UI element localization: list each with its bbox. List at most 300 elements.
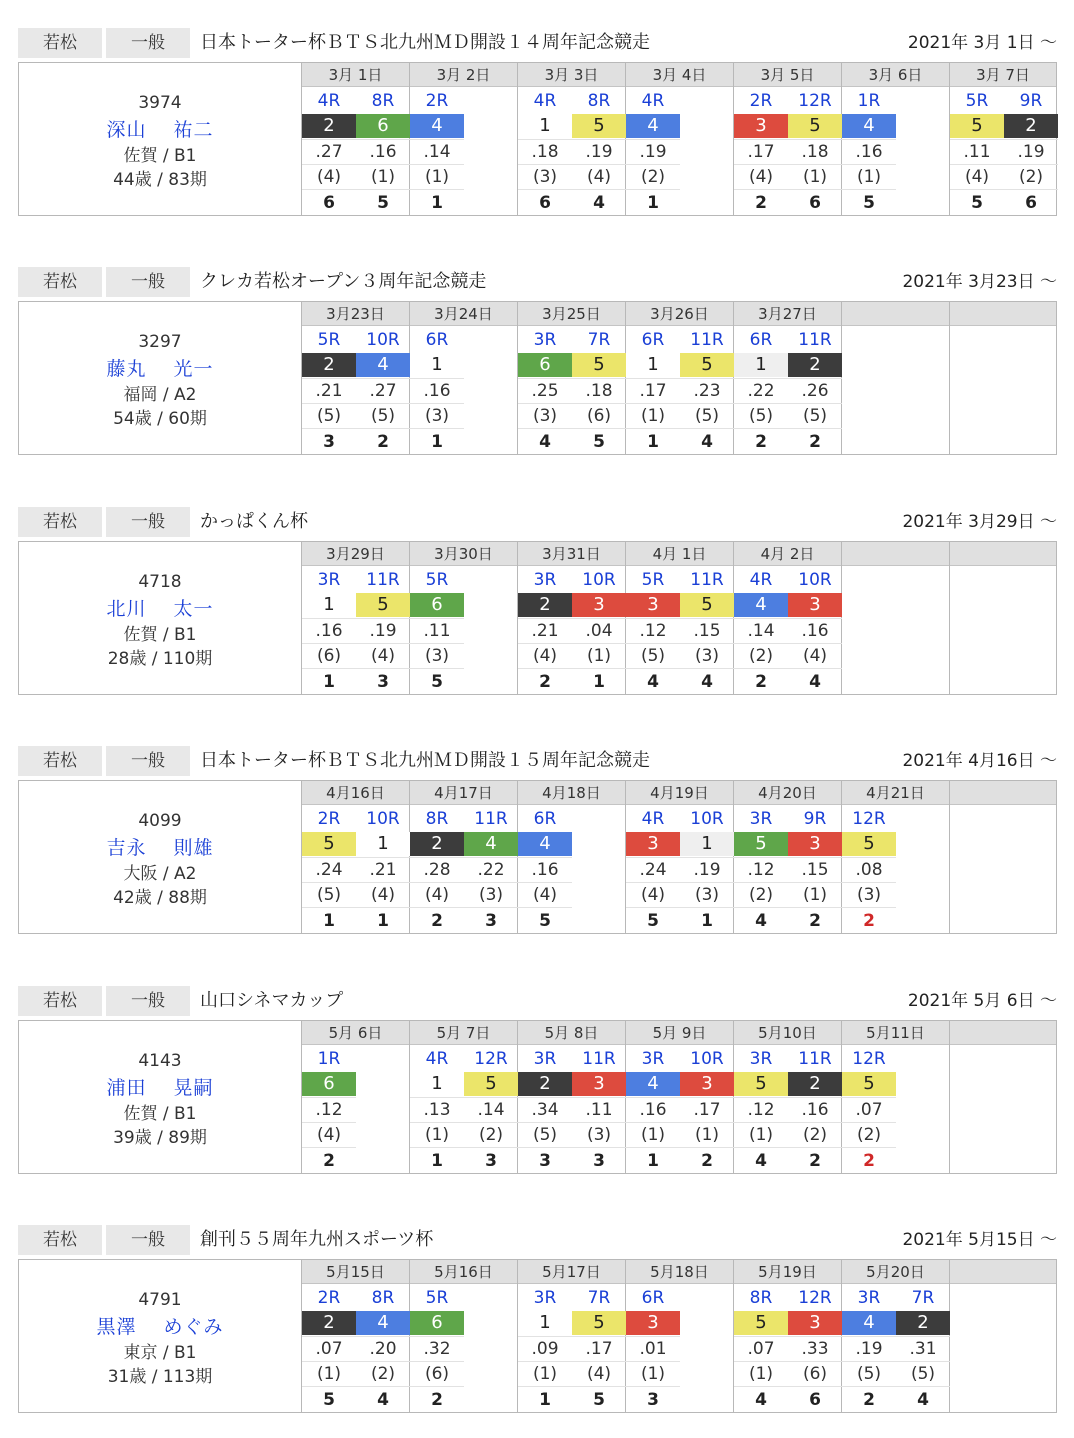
day-label: 4月16日 [302,781,409,805]
day-label: 3月23日 [302,302,409,326]
start-timing: .25 [518,378,572,403]
race-number-link[interactable]: 10R [366,330,400,350]
day-column [734,781,842,933]
frame-number: 2 [1004,114,1058,138]
race-number-link[interactable]: 10R [366,809,400,829]
race-number-link[interactable]: 11R [690,330,724,350]
day-label: 3月 6日 [842,63,949,87]
day-label: 3月 7日 [950,63,1056,87]
start-timing: .18 [518,139,572,164]
race-number-link[interactable]: 4R [641,91,665,111]
race-number-link[interactable]: 12R [852,1049,886,1069]
frame-number: 5 [464,1072,518,1096]
race-number-link[interactable]: 8R [587,91,611,111]
frame-number: 1 [302,593,356,617]
grade-tag: 一般 [106,267,190,297]
racer-name-link[interactable]: 黒澤 めぐみ [96,1316,224,1338]
day-label: 5月18日 [626,1260,733,1284]
start-timing: .20 [356,1336,410,1361]
frame-number: 1 [410,1072,464,1096]
day-columns [302,63,1056,215]
day-column [842,542,950,694]
course-position: (3) [572,1122,626,1147]
day-label [842,302,949,326]
results-table [18,62,1057,216]
frame-number: 4 [464,832,518,856]
race-number-link[interactable]: 10R [690,1049,724,1069]
day-label: 4月20日 [734,781,841,805]
finish-result: 1 [356,907,410,933]
finish-result: 6 [788,189,842,215]
start-timing: .11 [410,618,464,643]
race-header [18,1225,1057,1255]
frame-number: 2 [788,1072,842,1096]
venue-tag[interactable]: 若松 [18,267,102,297]
finish-result: 2 [518,668,572,694]
frame-number: 5 [302,832,356,856]
course-position: (4) [518,643,572,668]
racer-branch-class: 佐賀 / B1 [123,625,197,645]
course-position: (4) [302,164,356,189]
day-label: 5月15日 [302,1260,409,1284]
day-column [842,1021,950,1173]
day-column [950,1260,1056,1412]
start-timing: .18 [788,139,842,164]
day-label: 3月 1日 [302,63,409,87]
finish-result: 2 [842,907,896,933]
course-position: (1) [680,1122,734,1147]
frame-number: 3 [626,1311,680,1335]
day-column [302,1021,410,1173]
start-timing: .17 [680,1097,734,1122]
race-title[interactable]: 山口シネマカップ [200,990,344,1011]
day-column [950,302,1056,454]
day-column [410,302,518,454]
day-label: 5月 7日 [410,1021,517,1045]
results-table [18,1259,1057,1413]
finish-result: 2 [788,428,842,454]
racer-age-term: 28歳 / 110期 [107,649,213,669]
racer-id: 4718 [138,572,182,592]
day-column [410,781,518,933]
finish-result: 2 [734,189,788,215]
race-number-link[interactable]: 2R [749,91,773,111]
finish-result: 4 [626,668,680,694]
day-column [518,781,626,933]
finish-result: 4 [734,1386,788,1412]
frame-number: 1 [518,1311,572,1335]
grade-tag: 一般 [106,1225,190,1255]
race-number-link[interactable]: 8R [371,91,395,111]
course-position: (3) [680,882,734,907]
start-timing: .16 [410,378,464,403]
race-number-link[interactable]: 7R [587,330,611,350]
race-number-link[interactable]: 1R [857,91,881,111]
finish-result: 2 [842,1147,896,1173]
day-label: 5月10日 [734,1021,841,1045]
racer-info [19,63,302,215]
race-title[interactable]: 日本トーター杯ＢＴＳ北九州ＭＤ開設１４周年記念競走 [200,32,650,53]
racer-age-term: 31歳 / 113期 [107,1367,213,1387]
frame-number: 4 [842,114,896,138]
course-position: (3) [518,403,572,428]
race-number-link[interactable]: 12R [474,1049,508,1069]
frame-number: 5 [842,832,896,856]
day-column [734,63,842,215]
course-position: (1) [734,1361,788,1386]
start-timing: .17 [734,139,788,164]
course-position: (6) [788,1361,842,1386]
race-number-link[interactable]: 8R [371,1288,395,1308]
race-number-link[interactable]: 6R [641,1288,665,1308]
racer-id: 4791 [138,1290,182,1310]
finish-result: 1 [518,1386,572,1412]
day-columns [302,781,1056,933]
start-timing: .15 [680,618,734,643]
race-number-link[interactable]: 3R [533,330,557,350]
day-label [950,1021,1056,1045]
racer-name-link[interactable]: 北川 太一 [106,598,214,620]
race-number-link[interactable]: 3R [749,1049,773,1069]
finish-result: 2 [842,1386,896,1412]
course-position: (2) [788,1122,842,1147]
race-number-link[interactable]: 6R [425,330,449,350]
day-label: 4月 1日 [626,542,733,566]
day-column [626,302,734,454]
course-position: (4) [410,882,464,907]
racer-id: 3974 [138,93,182,113]
day-label: 5月20日 [842,1260,949,1284]
course-position: (5) [356,403,410,428]
racer-info [19,1260,302,1412]
racer-branch-class: 大阪 / A2 [123,864,197,884]
race-number-link[interactable]: 3R [533,1288,557,1308]
frame-number: 4 [356,353,410,377]
frame-number: 4 [410,114,464,138]
racer-name-link[interactable]: 深山 祐二 [106,119,214,141]
day-label: 3月30日 [410,542,517,566]
frame-number: 5 [788,114,842,138]
racer-age-term: 44歳 / 83期 [113,170,207,190]
start-timing: .14 [734,618,788,643]
frame-number: 2 [518,1072,572,1096]
finish-result: 1 [302,668,356,694]
course-position: (4) [302,1122,356,1147]
race-number-link[interactable]: 9R [803,809,827,829]
race-number-link[interactable]: 5R [425,570,449,590]
race-number-link[interactable]: 10R [690,809,724,829]
course-position: (5) [626,643,680,668]
frame-number: 3 [626,593,680,617]
race-number-link[interactable]: 3R [533,570,557,590]
frame-number: 5 [842,1072,896,1096]
race-number-link[interactable]: 5R [965,91,989,111]
course-position: (1) [626,1122,680,1147]
course-position: (4) [788,643,842,668]
race-number-link[interactable]: 3R [533,1049,557,1069]
day-column [302,63,410,215]
day-label: 3月 5日 [734,63,841,87]
course-position: (6) [302,643,356,668]
race-header [18,507,1057,537]
start-timing: .07 [302,1336,356,1361]
race-number-link[interactable]: 7R [587,1288,611,1308]
racer-name-link[interactable]: 浦田 晃嗣 [106,1077,214,1099]
start-timing: .19 [572,139,626,164]
start-timing: .15 [788,857,842,882]
day-column [842,302,950,454]
race-title[interactable]: クレカ若松オープン３周年記念競走 [200,271,487,292]
start-timing: .24 [626,857,680,882]
day-column [302,1260,410,1412]
course-position: (4) [572,164,626,189]
race-number-link[interactable]: 4R [317,91,341,111]
day-column [950,1021,1056,1173]
start-timing: .16 [626,1097,680,1122]
race-number-link[interactable]: 4R [533,91,557,111]
race-number-link[interactable]: 3R [749,809,773,829]
race-header [18,267,1057,297]
day-column [842,781,950,933]
start-timing: .19 [1004,139,1058,164]
finish-result: 3 [302,428,356,454]
day-column [950,63,1056,215]
start-timing: .13 [410,1097,464,1122]
finish-result: 1 [410,189,464,215]
start-timing: .19 [680,857,734,882]
race-header [18,986,1057,1016]
day-label [950,781,1056,805]
race-number-link[interactable]: 12R [798,1288,832,1308]
frame-number: 1 [734,353,788,377]
course-position: (3) [410,643,464,668]
frame-number: 2 [896,1311,950,1335]
course-position: (5) [842,1361,896,1386]
course-position: (1) [302,1361,356,1386]
start-timing: .08 [842,857,896,882]
finish-result: 2 [734,428,788,454]
race-number-link[interactable]: 11R [690,570,724,590]
course-position: (1) [356,164,410,189]
start-timing: .17 [572,1336,626,1361]
venue-tag[interactable]: 若松 [18,1225,102,1255]
day-label: 5月16日 [410,1260,517,1284]
day-columns [302,1260,1056,1412]
venue-tag[interactable]: 若松 [18,986,102,1016]
race-title[interactable]: 日本トーター杯ＢＴＳ北九州ＭＤ開設１５周年記念競走 [200,750,650,771]
frame-number: 6 [302,1072,356,1096]
race-number-link[interactable]: 11R [366,570,400,590]
start-timing: .18 [572,378,626,403]
race-number-link[interactable]: 12R [798,91,832,111]
race-number-link[interactable]: 3R [317,570,341,590]
day-label: 3月26日 [626,302,733,326]
start-timing: .09 [518,1336,572,1361]
race-number-link[interactable]: 6R [641,330,665,350]
start-timing: .04 [572,618,626,643]
race-number-link[interactable]: 5R [317,330,341,350]
grade-tag: 一般 [106,28,190,58]
frame-number: 3 [572,593,626,617]
race-header [18,28,1057,58]
day-label: 3月29日 [302,542,409,566]
day-column [734,302,842,454]
results-table [18,780,1057,934]
course-position: (1) [518,1361,572,1386]
finish-result: 1 [410,1147,464,1173]
course-position: (2) [1004,164,1058,189]
race-number-link[interactable]: 8R [425,809,449,829]
finish-result: 5 [302,1386,356,1412]
start-timing: .19 [626,139,680,164]
venue-tag[interactable]: 若松 [18,746,102,776]
start-timing: .19 [842,1336,896,1361]
finish-result: 1 [680,907,734,933]
start-date: 2021年 3月23日 〜 [902,272,1057,292]
course-position: (1) [842,164,896,189]
finish-result: 5 [842,189,896,215]
race-number-link[interactable]: 3R [857,1288,881,1308]
day-column [626,781,734,933]
day-column [410,63,518,215]
race-number-link[interactable]: 1R [317,1049,341,1069]
day-label: 3月 3日 [518,63,625,87]
race-title[interactable]: かっぱくん杯 [200,511,308,532]
frame-number: 2 [410,832,464,856]
finish-result: 3 [464,907,518,933]
race-number-link[interactable]: 11R [798,1049,832,1069]
frame-number: 1 [356,832,410,856]
race-title[interactable]: 創刊５５周年九州スポーツ杯 [200,1229,434,1250]
frame-number: 3 [626,832,680,856]
day-column [626,542,734,694]
finish-result: 2 [356,428,410,454]
race-number-link[interactable]: 4R [749,570,773,590]
race-number-link[interactable]: 6R [533,809,557,829]
racer-info [19,302,302,454]
day-column [518,302,626,454]
race-number-link[interactable]: 10R [582,570,616,590]
race-number-link[interactable]: 5R [425,1288,449,1308]
venue-tag[interactable]: 若松 [18,28,102,58]
start-timing: .17 [626,378,680,403]
frame-number: 5 [734,832,788,856]
racer-branch-class: 佐賀 / B1 [123,1104,197,1124]
race-number-link[interactable]: 3R [641,1049,665,1069]
race-number-link[interactable]: 2R [425,91,449,111]
frame-number: 1 [626,353,680,377]
frame-number: 5 [680,353,734,377]
start-date: 2021年 5月15日 〜 [902,1230,1057,1250]
race-number-link[interactable]: 11R [582,1049,616,1069]
start-timing: .33 [788,1336,842,1361]
course-position: (1) [626,403,680,428]
venue-tag[interactable]: 若松 [18,507,102,537]
start-timing: .21 [356,857,410,882]
finish-result: 3 [518,1147,572,1173]
start-timing: .07 [842,1097,896,1122]
frame-number: 2 [302,114,356,138]
start-timing: .14 [464,1097,518,1122]
start-timing: .16 [356,139,410,164]
frame-number: 4 [356,1311,410,1335]
day-label: 5月17日 [518,1260,625,1284]
start-timing: .21 [518,618,572,643]
course-position: (2) [626,164,680,189]
frame-number: 6 [410,1311,464,1335]
racer-name-link[interactable]: 藤丸 光一 [106,358,214,380]
finish-result: 4 [356,1386,410,1412]
finish-result: 1 [626,428,680,454]
race-number-link[interactable]: 5R [641,570,665,590]
frame-number: 5 [734,1311,788,1335]
finish-result: 5 [626,907,680,933]
race-number-link[interactable]: 7R [911,1288,935,1308]
start-timing: .01 [626,1336,680,1361]
finish-result: 2 [680,1147,734,1173]
frame-number: 5 [950,114,1004,138]
start-date: 2021年 4月16日 〜 [902,751,1057,771]
race-number-link[interactable]: 4R [425,1049,449,1069]
frame-number: 5 [572,1311,626,1335]
racer-branch-class: 福岡 / A2 [123,385,197,405]
race-number-link[interactable]: 11R [798,330,832,350]
results-table [18,541,1057,695]
course-position: (5) [302,882,356,907]
frame-number: 2 [788,353,842,377]
course-position: (1) [788,882,842,907]
racer-age-term: 39歳 / 89期 [113,1128,207,1148]
race-number-link[interactable]: 9R [1019,91,1043,111]
start-timing: .11 [572,1097,626,1122]
racer-branch-class: 佐賀 / B1 [123,146,197,166]
day-column [410,1021,518,1173]
race-number-link[interactable]: 12R [852,809,886,829]
start-timing: .22 [464,857,518,882]
racer-name-link[interactable]: 吉永 則雄 [106,837,214,859]
race-number-link[interactable]: 4R [641,809,665,829]
start-timing: .11 [950,139,1004,164]
day-column [950,781,1056,933]
day-column [518,1260,626,1412]
start-timing: .24 [302,857,356,882]
frame-number: 2 [302,353,356,377]
course-position: (2) [356,1361,410,1386]
race-number-link[interactable]: 2R [317,1288,341,1308]
frame-number: 1 [410,353,464,377]
course-position: (5) [518,1122,572,1147]
course-position: (4) [950,164,1004,189]
frame-number: 6 [356,114,410,138]
frame-number: 2 [302,1311,356,1335]
finish-result: 1 [572,668,626,694]
race-number-link[interactable]: 8R [749,1288,773,1308]
course-position: (5) [302,403,356,428]
finish-result: 4 [896,1386,950,1412]
race-number-link[interactable]: 6R [749,330,773,350]
start-date: 2021年 3月 1日 〜 [907,33,1057,53]
day-column [842,1260,950,1412]
day-label: 3月 2日 [410,63,517,87]
finish-result: 4 [788,668,842,694]
race-number-link[interactable]: 10R [798,570,832,590]
frame-number: 3 [572,1072,626,1096]
course-position: (5) [734,403,788,428]
race-number-link[interactable]: 11R [474,809,508,829]
racer-age-term: 42歳 / 88期 [113,888,207,908]
race-number-link[interactable]: 2R [317,809,341,829]
frame-number: 3 [734,114,788,138]
